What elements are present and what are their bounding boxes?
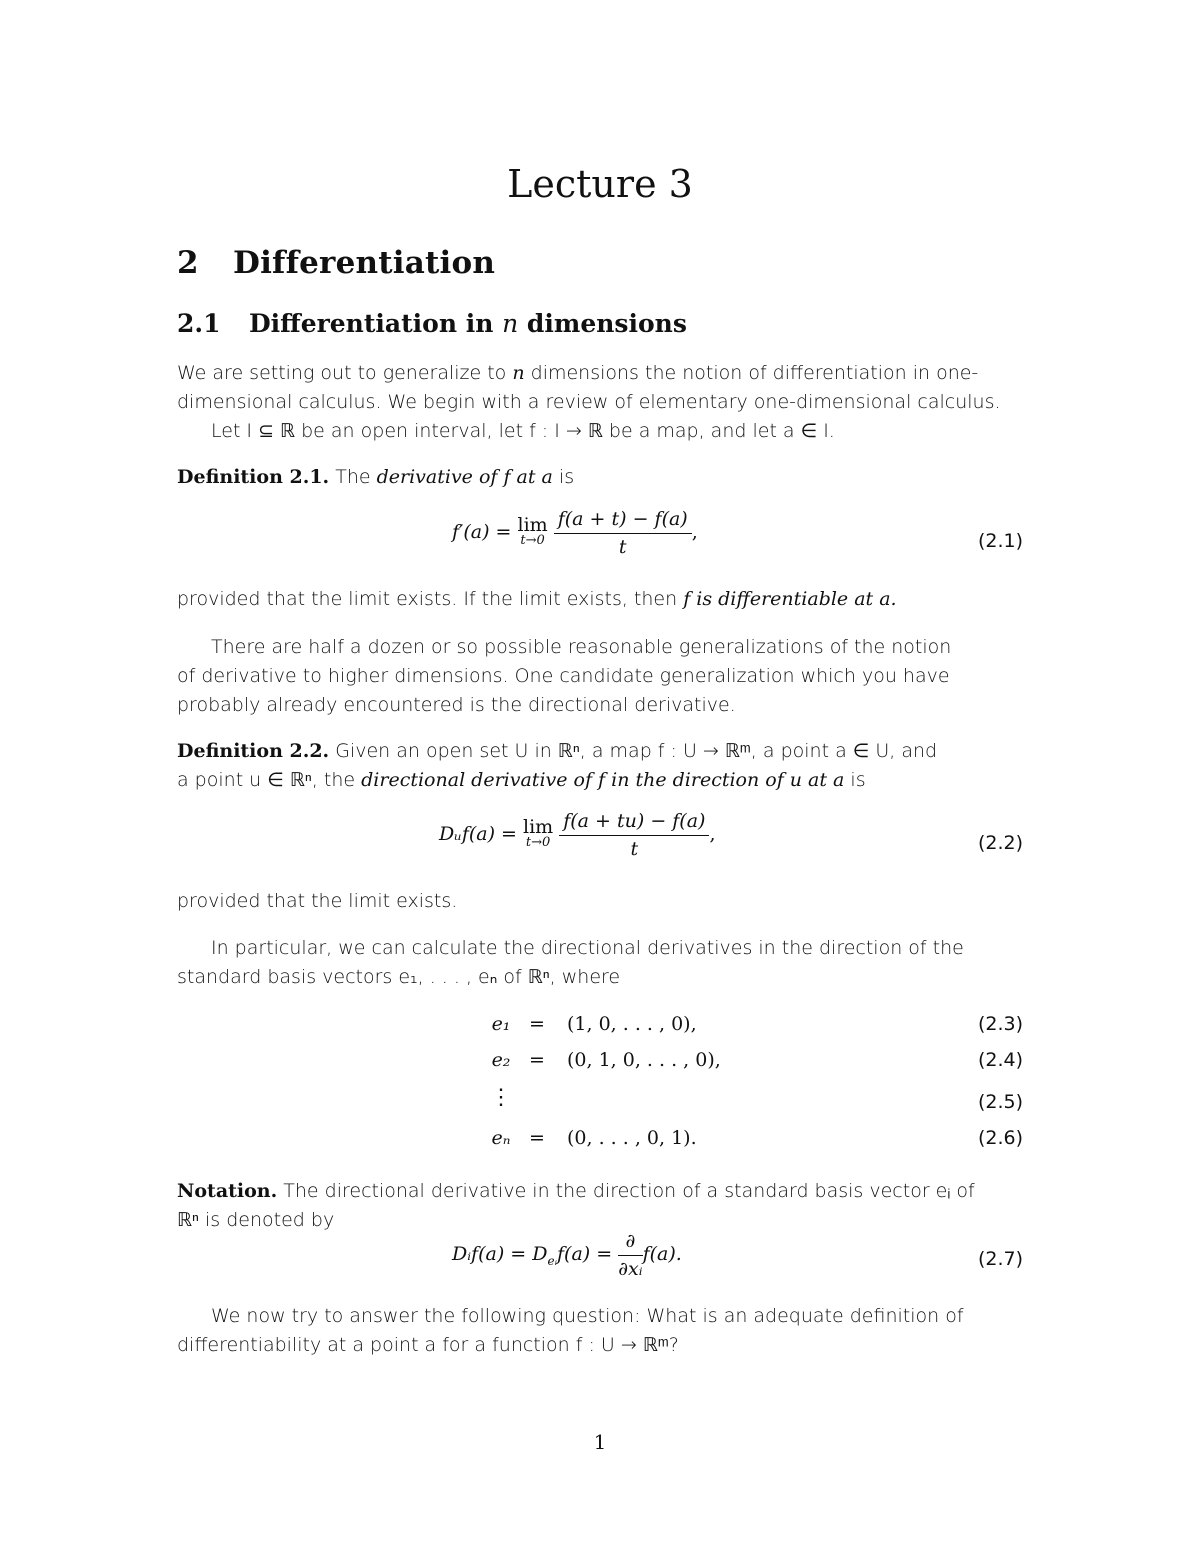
equation-number: (2.6) xyxy=(977,1127,1023,1149)
definition-2-1-after: provided that the limit exists. If the limit exists, then f is differentiable at a. xyxy=(177,588,897,610)
intro-line-1: We are setting out to generalize to n dimensions the notion of differentiation in one- xyxy=(177,362,979,384)
definition-2-1: Definition 2.1. The derivative of f at a is xyxy=(177,466,575,488)
page-title: Lecture 3 xyxy=(507,162,693,206)
subsection-number: 2.1 xyxy=(177,309,221,338)
limit-operator: lim t→0 xyxy=(523,816,554,850)
equation-2-7: Dᵢf(a) = $D_{eᵢ}f(a)$ = $\frac{\partial}{\text{∂xᵢ}}$ f(a). (2.7) xyxy=(452,1230,1023,1280)
equation-row: eₙ = (0, . . . , 0, 1). (2.6) xyxy=(491,1127,1023,1149)
equation-number: (2.1) xyxy=(977,530,1023,552)
subsection-title-var: n xyxy=(502,309,519,338)
equation-number: (2.4) xyxy=(977,1049,1023,1071)
definition-2-2-after: provided that the limit exists. xyxy=(177,890,458,912)
notation-label: Notation. xyxy=(177,1180,278,1202)
section-heading xyxy=(177,245,495,281)
equation-lhs: Dᵤf(a) = xyxy=(439,823,523,845)
vertical-dots: ⋮ xyxy=(490,1085,512,1110)
fraction: $\frac{\partial}{\text{∂xᵢ}}$ xyxy=(618,1230,643,1280)
equation-row: e₂ = (0, 1, 0, . . . , 0), (2.4) xyxy=(491,1049,1023,1071)
equation-row: e₁ = (1, 0, . . . , 0), (2.3) xyxy=(491,1013,1023,1035)
equation-number: (2.5) xyxy=(977,1091,1023,1113)
definition-term: derivative of f at a xyxy=(376,466,553,488)
notation-block: Notation. The directional derivative in the direction of a standard basis vector eᵢ of ℝⁿ is denoted by xyxy=(177,1180,975,1231)
equation-number: (2.2) xyxy=(977,832,1023,854)
limit-operator: lim t→0 xyxy=(517,514,548,548)
intro-paragraph xyxy=(177,359,1023,446)
basis-equation-array xyxy=(177,1013,1023,1163)
equation-lhs: f′(a) = xyxy=(452,521,518,543)
page-number: 1 xyxy=(593,1430,607,1454)
equation-number: (2.3) xyxy=(977,1013,1023,1035)
fraction: $\frac{f(a + tu) - f(a)}{t}$ xyxy=(559,810,709,860)
section-title: Differentiation xyxy=(233,245,496,281)
paragraph-question: We now try to answer the following question: What is an adequate definition of differentiability at a point a for a function f : U → ℝᵐ? xyxy=(177,1305,964,1356)
equation-2-1: f′(a) = lim t→0 $\frac{f(a + t) - f(a)}{t}$ , (2.1) xyxy=(452,508,1023,558)
paragraph-generalizations: There are half a dozen or so possible reasonable generalizations of the notion of derivative to higher dimensions. One candidate generalization which you have probably already encountered is the directional derivative. xyxy=(177,636,952,716)
subsection-title-post: dimensions xyxy=(518,309,687,338)
intro-line-3: Let I ⊆ ℝ be an open interval, let f : I → ℝ be a map, and let a ∈ I. xyxy=(211,420,835,442)
equation-number: (2.7) xyxy=(977,1248,1023,1270)
definition-label: Definition 2.2. xyxy=(177,740,330,762)
paragraph-basis: In particular, we can calculate the directional derivatives in the direction of the standard basis vectors e₁, . . . , eₙ of ℝⁿ, where xyxy=(177,937,964,988)
definition-2-2: Definition 2.2. Given an open set U in ℝⁿ, a map f : U → ℝᵐ, a point a ∈ U, and a point u ∈ ℝⁿ, the directional derivative of f in the direction of u at a is xyxy=(177,740,938,791)
section-number: 2 xyxy=(177,245,199,281)
fraction: $\frac{f(a + t) - f(a)}{t}$ xyxy=(554,508,692,558)
subsection-heading xyxy=(177,309,687,338)
intro-line-2: dimensional calculus. We begin with a review of elementary one-dimensional calculus. xyxy=(177,391,1001,413)
equation-row xyxy=(177,1085,1023,1121)
subsection-title-pre: Differentiation in xyxy=(249,309,503,338)
equation-2-2: Dᵤf(a) = lim t→0 $\frac{f(a + tu) - f(a)}{t}$ , (2.2) xyxy=(439,810,1023,860)
definition-term: directional derivative of f in the direction of u at a xyxy=(361,769,845,791)
definition-label: Definition 2.1. xyxy=(177,466,330,488)
